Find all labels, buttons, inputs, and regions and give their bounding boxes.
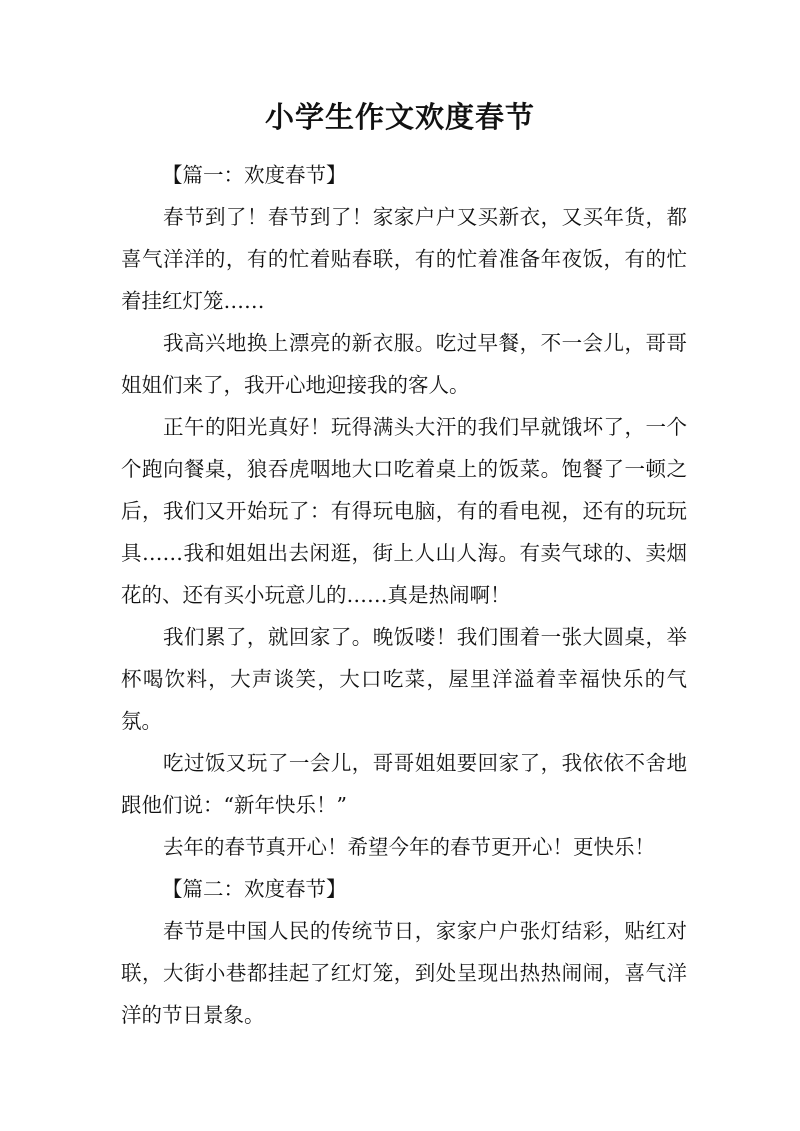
paragraph: 去年的春节真开心！希望今年的春节更开心！更快乐！ — [163, 835, 655, 859]
paragraph: 我高兴地换上漂亮的新衣服。吃过早餐，不一会儿，哥哥姐姐们来了，我开心地迎接我的客人。 — [121, 331, 687, 397]
page-title: 小学生作文欢度春节 — [264, 100, 535, 134]
paragraph: 正午的阳光真好！玩得满头大汗的我们早就饿坏了，一个个跑向餐桌，狼吞虎咽地大口吃着桌上的饭菜。饱餐了一顿之后，我们又开始玩了：有得玩电脑，有的看电视，还有的玩玩具……我和姐姐出去闲逛，街上人山人海。有卖气球的、卖烟花的、还有买小玩意儿的……真是热闹啊！ — [121, 415, 687, 607]
paragraph: 春节是中国人民的传统节日，家家户户张灯结彩，贴红对联，大街小巷都挂起了红灯笼，到处呈现出热热闹闹，喜气洋洋的节日景象。 — [121, 919, 687, 1027]
document-body — [121, 154, 687, 1036]
paragraph: 吃过饭又玩了一会儿，哥哥姐姐要回家了，我依依不舍地跟他们说：“新年快乐！” — [121, 751, 687, 817]
section-heading-2: 【篇二：欢度春节】 — [162, 877, 347, 901]
paragraph: 我们累了，就回家了。晚饭喽！我们围着一张大圆桌，举杯喝饮料，大声谈笑，大口吃菜，屋里洋溢着幸福快乐的气氛。 — [121, 625, 687, 733]
paragraph: 春节到了！春节到了！家家户户又买新衣，又买年货，都喜气洋洋的，有的忙着贴春联，有的忙着准备年夜饭，有的忙着挂红灯笼…… — [121, 205, 687, 313]
section-heading-1: 【篇一：欢度春节】 — [162, 163, 347, 187]
